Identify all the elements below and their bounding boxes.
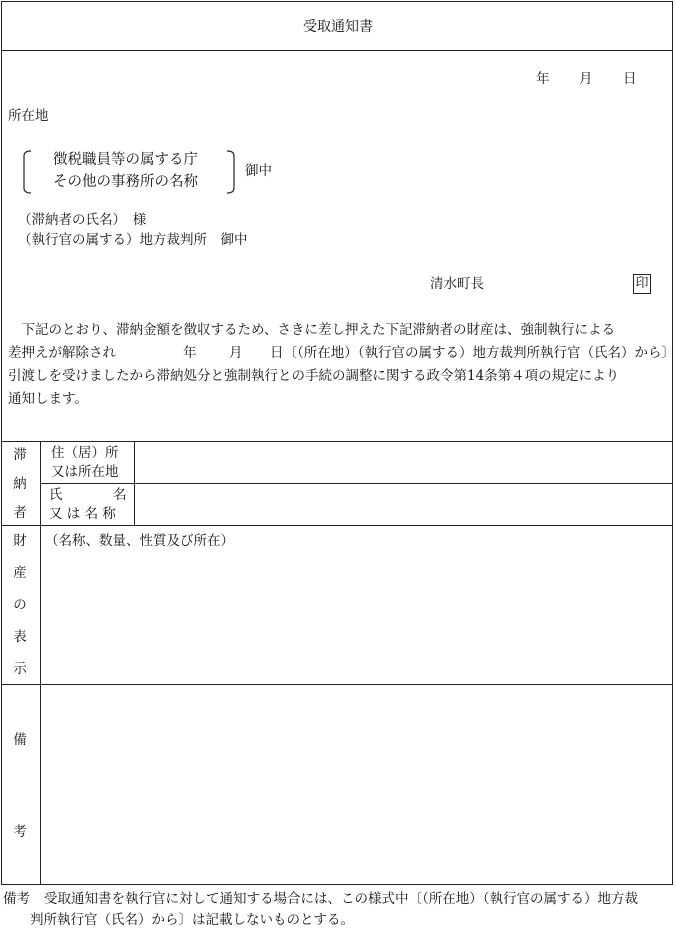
remarks-header-char-2: 考 [13, 824, 27, 840]
label-column-divider [134, 441, 135, 525]
left-bracket-icon [22, 150, 32, 194]
date-month-label: 月 [579, 71, 593, 87]
name-field-label-2: 又 は 名 称 [49, 506, 116, 522]
footnote-line1: 受取通知書を執行官に対して通知する場合には、この様式中〔（所在地）（執行官の属する）地方裁 [44, 891, 638, 907]
delinquent-section-bottom [1, 525, 673, 526]
addressee-line2: その他の事務所の名称 [53, 174, 198, 190]
date-day-label: 日 [623, 71, 637, 87]
form-title: 受取通知書 [303, 19, 373, 35]
name-field-label-1b: 名 [113, 487, 127, 503]
property-header-char-5: 示 [13, 661, 27, 677]
court-line: （執行官の属する）地方裁判所 御中 [18, 232, 248, 248]
date-year-label: 年 [536, 71, 550, 87]
property-header-char-1: 財 [13, 533, 27, 549]
seal-mark: 印 [633, 274, 651, 294]
addressee-suffix: 御中 [245, 163, 272, 179]
property-header-char-4: 表 [13, 629, 27, 645]
body-line2-a: 差押えが解除され [8, 345, 116, 361]
footnote-label: 備考 [3, 891, 30, 907]
body-line1: 下記のとおり、滞納金額を徴収するため、さきに差し押えた下記滞納者の財産は、強制執行による [8, 322, 615, 338]
delinquent-header-char-2: 納 [13, 476, 27, 492]
name-field-label-1a: 氏 [49, 487, 63, 503]
address-value[interactable] [142, 456, 662, 474]
property-hint: （名称、数量、性質及び所在） [45, 533, 234, 549]
body-line2-month: 月 [229, 345, 243, 361]
property-section-bottom [1, 684, 673, 685]
delinquent-header-char-3: 者 [13, 505, 27, 521]
body-line2-year: 年 [183, 345, 197, 361]
property-header-char-3: の [13, 597, 27, 613]
right-bracket-icon [226, 150, 236, 194]
body-line4: 通知します。 [8, 391, 88, 407]
address-label: 所在地 [8, 108, 49, 124]
body-line3: 引渡しを受けましたから滞納処分と強制執行との手続の調整に関する政令第14条第４項の規定により [8, 368, 620, 384]
footnote-line2: 判所執行官（氏名）から〕は記載しないものとする。 [30, 912, 354, 928]
remarks-header-char-1: 備 [13, 732, 27, 748]
delinquent-header-char-1: 滞 [13, 447, 27, 463]
address-field-label-2: 又は所在地 [51, 464, 119, 480]
address-field-label-1: 住（居）所 [51, 445, 119, 461]
form-frame [1, 1, 673, 885]
table-top-line [1, 441, 673, 442]
name-value[interactable] [142, 498, 662, 516]
title-divider [1, 50, 673, 51]
issuer-name: 清水町長 [430, 276, 484, 292]
property-header-char-2: 産 [13, 565, 27, 581]
body-line2-b: 日〔（所在地）（執行官の属する）地方裁判所執行官（氏名）から〕 [270, 345, 675, 361]
addressee-line1: 徴税職員等の属する庁 [53, 152, 198, 168]
delinquent-name-line: （滞納者の氏名） 様 [18, 212, 147, 228]
header-column-divider [40, 441, 41, 885]
